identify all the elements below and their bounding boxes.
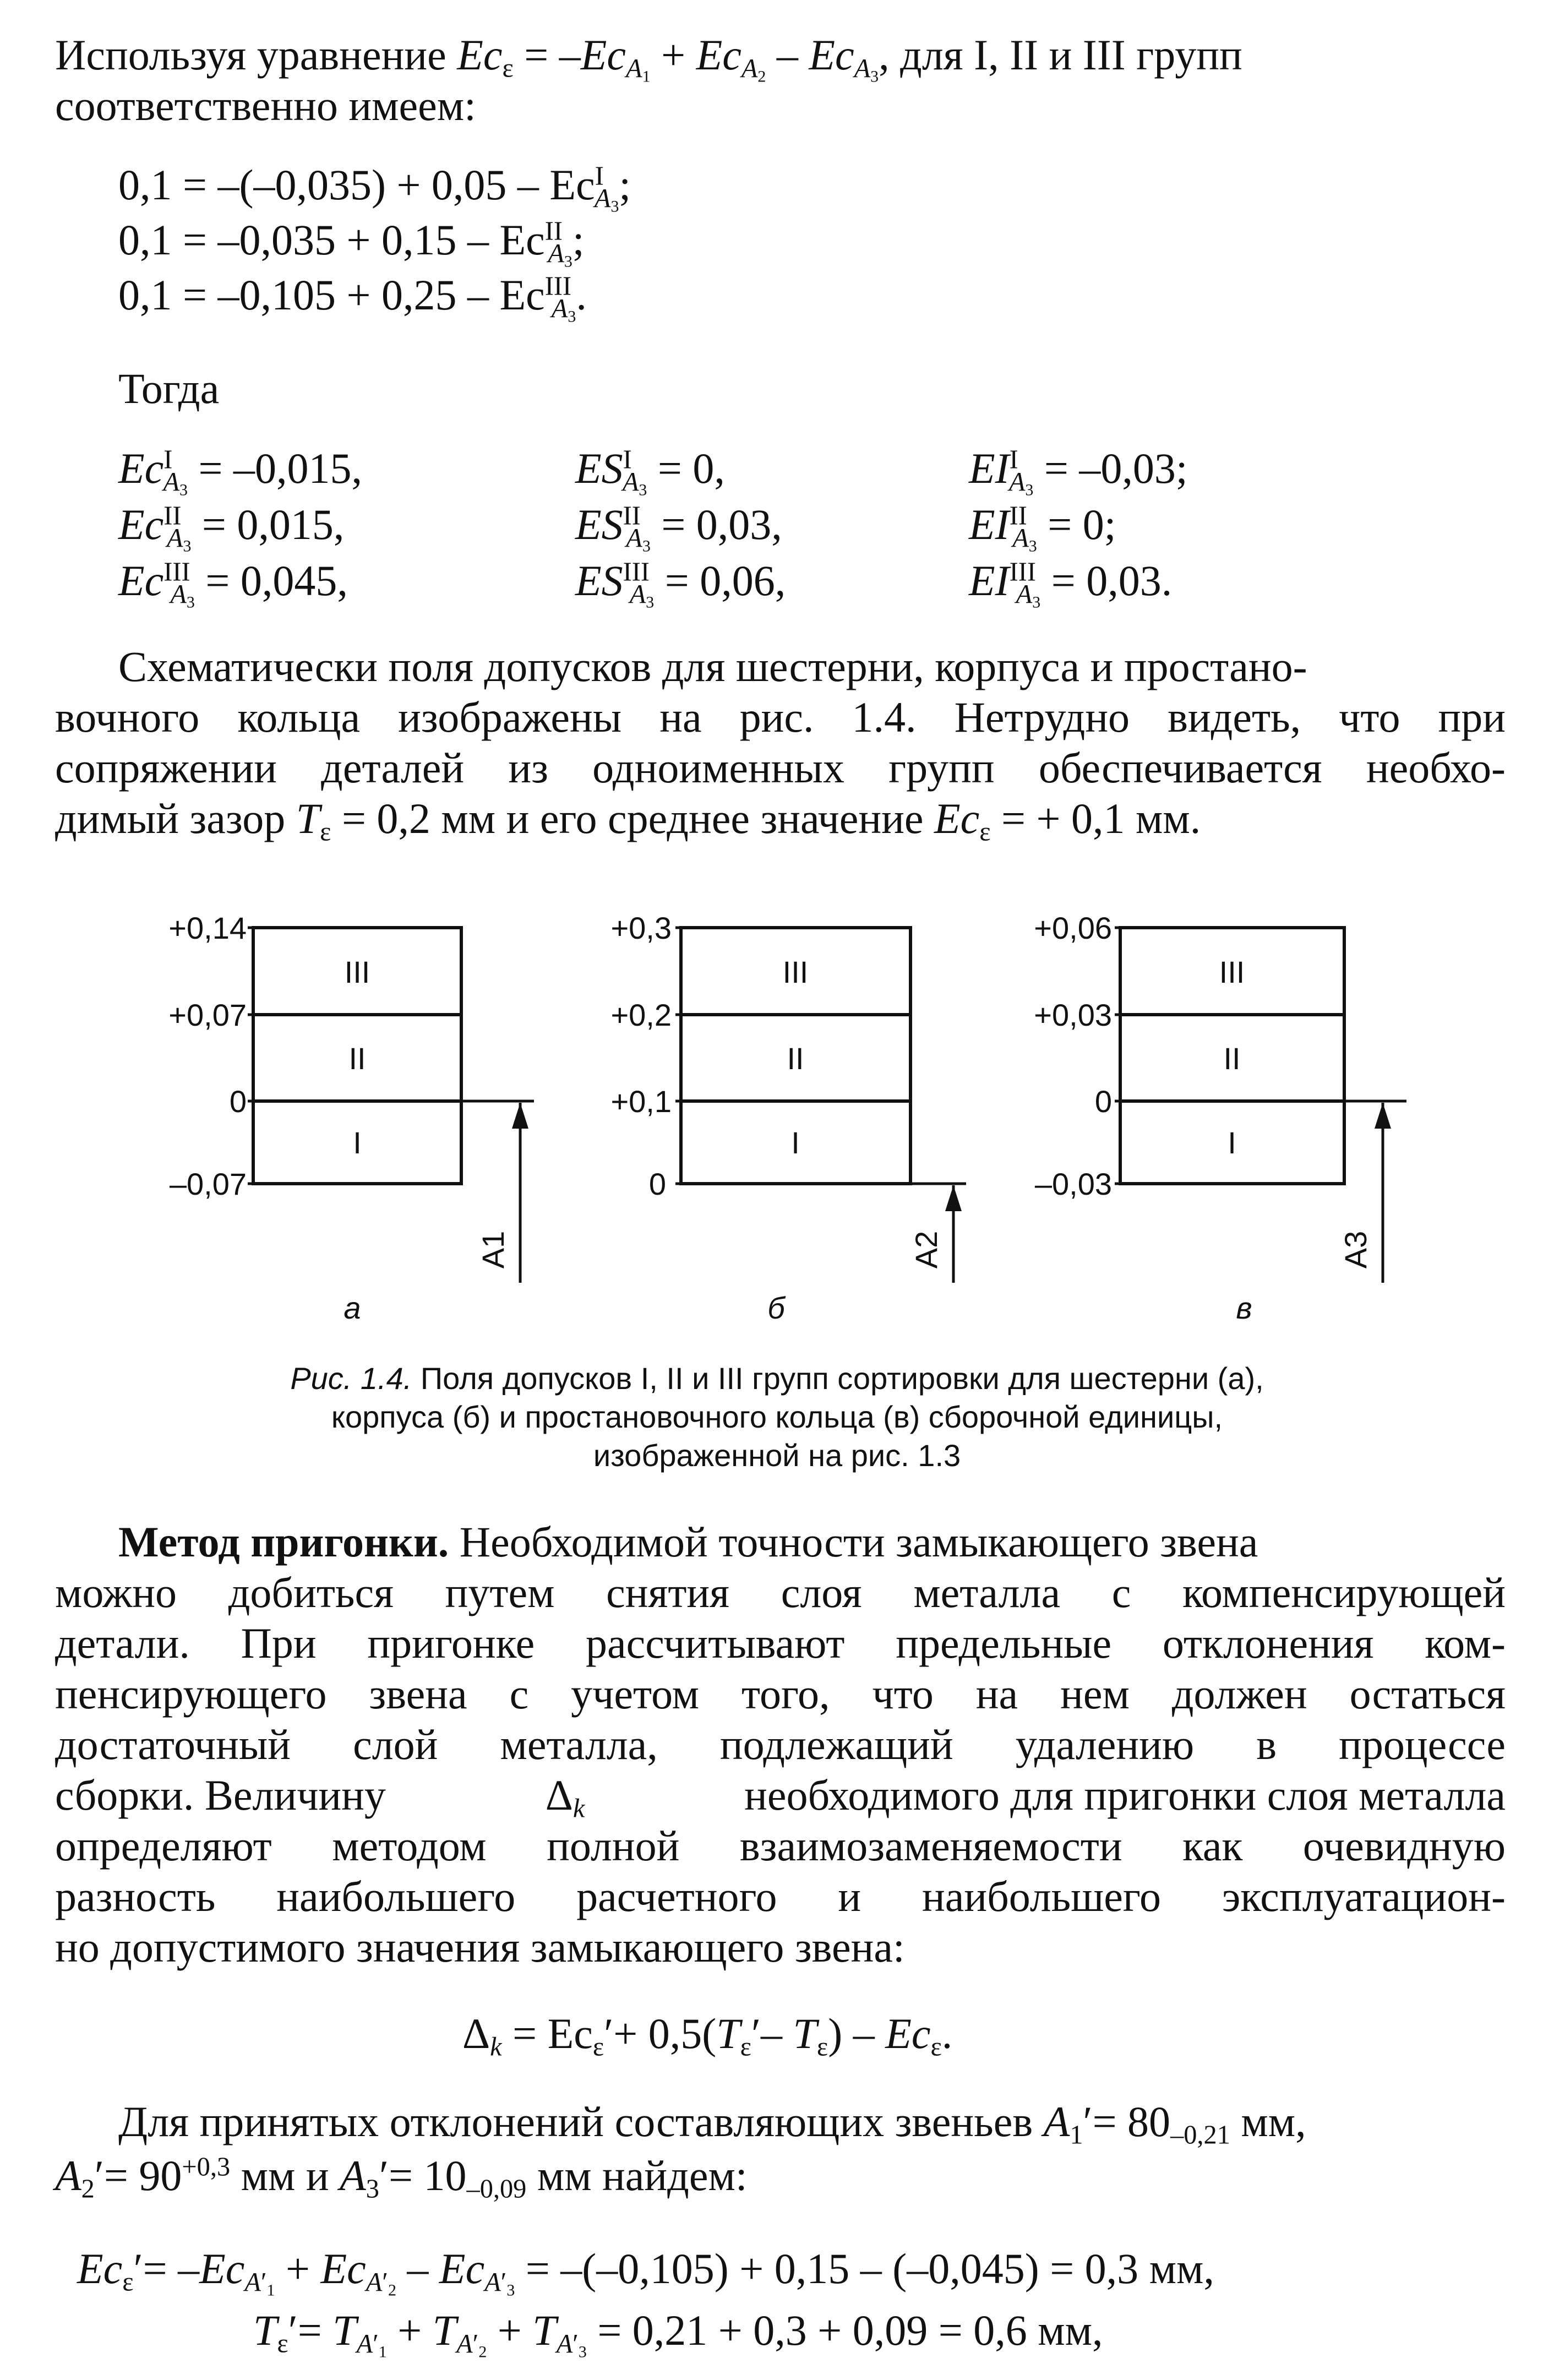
zone-label: I: [791, 1125, 800, 1160]
paragraph2-line-6: сборки. Величину $\Delta_k$ необходимого для пригонки слоя металла: [55, 1771, 1506, 1823]
paragraph2-line-7: определяют методом полной взаимозаменяемости как очевидную: [55, 1822, 1506, 1870]
tick-label: –0,07: [169, 1167, 247, 1201]
zone-label: II: [787, 1041, 804, 1076]
intro-line-1: [55, 30, 1242, 85]
figure-caption-line-2: корпуса (б) и простановочного кольца (в) сборочной единицы,: [331, 1399, 1223, 1434]
tick-label: +0,06: [1034, 911, 1112, 945]
group-equation-2: $0,1 = -0,035 + 0,15 - Ec^{II}_{A_3}$;: [118, 216, 585, 270]
intro-line-2: соответственно имеем:: [55, 81, 476, 129]
delta-formula: $\Delta_k = Ec_\varepsilon'+ 0,5(T_\varepsilon'-$ $T_\varepsilon) - Ec_\varepsilon$.: [462, 2009, 953, 2062]
panel-a: [168, 911, 534, 1325]
result-es-1: $ES^I_{A_3} = 0$,: [575, 444, 725, 499]
paragraph1-line-1: Схематически поля допусков для шестерни, корпуса и простано-: [118, 642, 1307, 690]
paragraph2-line-5: достаточный слой металла, подлежащий удалению в процессе: [55, 1720, 1506, 1768]
paragraph3-line-1: Для принятых отклонений составляющих звеньев $A_1'= 80_{-0,21}$ мм,: [118, 2098, 1306, 2150]
tick-label: –0,03: [1034, 1167, 1112, 1201]
paragraph2-line-9: но допустимого значения замыкающего звена:: [55, 1923, 905, 1971]
panel-letter: в: [1236, 1290, 1252, 1325]
panel-c: [1034, 911, 1406, 1325]
result-ei-3: $EI^{III}_{A_3} = 0,03$.: [969, 557, 1173, 611]
tick-label: +0,07: [168, 998, 247, 1032]
intro-tail: для I, II и III групп: [900, 31, 1242, 79]
zone-label: I: [353, 1125, 362, 1160]
tick-label: +0,14: [168, 911, 247, 945]
tick-label: +0,1: [610, 1084, 672, 1119]
paragraph1-line-3: сопряжении деталей из одноименных групп обеспечивается необхо-: [55, 744, 1506, 792]
result-ec-3: $Ec^{III}_{A_3} = 0,045$,: [118, 557, 348, 611]
zone-label: III: [782, 955, 809, 989]
zone-label: III: [344, 955, 370, 989]
result-ei-1: $EI^I_{A_3} = -0,03$;: [969, 444, 1188, 499]
tick-label: 0: [229, 1084, 247, 1119]
tick-label: +0,03: [1034, 998, 1112, 1032]
paragraph1-line-2: вочного кольца изображены на рис. 1.4. Нетрудно видеть, что при: [55, 693, 1506, 741]
zone-label: III: [1219, 955, 1245, 989]
paragraph2-line-8: разность наибольшего расчетного и наибольшего эксплуатацион-: [55, 1872, 1506, 1920]
zone-label: II: [348, 1041, 366, 1076]
paragraph2-line-2: можно добиться путем снятия слоя металла с компенсирующей: [55, 1568, 1506, 1616]
panel-letter: б: [767, 1290, 785, 1325]
result-ec-2: $Ec^{II}_{A_3} = 0,015$,: [118, 500, 345, 555]
zone-label: I: [1228, 1125, 1236, 1160]
dimension-label: A3: [1338, 1230, 1373, 1269]
paragraph1-line-4: димый зазор $T_\varepsilon = 0,2$ мм и его среднее значение $Ec_\varepsilon$ = + 0,1 мм.: [55, 794, 1201, 847]
final-equation-2: $T_\varepsilon'= T_{A'_1} + T_{A'_2} + T_{A'_3} = 0,21 + 0,3 + 0,09 = 0,6$ мм,: [253, 2306, 1103, 2361]
intro-text: Используя уравнение: [55, 31, 446, 79]
intro-equation: $Ec_\varepsilon = -Ec_{A_1} + Ec_{A_2} - Ec_{A_3}$,: [457, 31, 901, 85]
result-ec-1: $Ec^I_{A_3} = -0,015$,: [118, 444, 362, 499]
panel-letter: а: [343, 1290, 361, 1325]
result-es-3: $ES^{III}_{A_3} = 0,06$,: [575, 557, 786, 611]
final-equation-1: $Ec_\varepsilon'= -Ec_{A'_1} + Ec_{A'_2} - Ec_{A'_3} = -(-0,105) + 0,15 - (-0,045) = 0,3$ мм,: [77, 2245, 1214, 2299]
paragraph2-line-3: детали. При пригонке рассчитывают предельные отклонения ком-: [55, 1619, 1506, 1667]
group-equation-1: $0,1 = -(-0,035) + 0,05 - Ec^I_{A_3}$;: [118, 161, 631, 215]
result-es-2: $ES^{II}_{A_3} = 0,03$,: [575, 500, 782, 555]
tick-label: +0,3: [610, 911, 672, 945]
zone-label: II: [1223, 1041, 1241, 1076]
paragraph3-line-2: $A_2'= 90^{+0,3}$ мм и $A_3'= 10_{-0,09}$ мм найдем:: [55, 2152, 748, 2204]
figure-caption-line-1: Рис. 1.4. Поля допусков I, II и III групп сортировки для шестерни (а),: [290, 1361, 1264, 1396]
tick-label: 0: [648, 1167, 666, 1201]
group-equation-3: $0,1 = -0,105 + 0,25 - Ec^{III}_{A_3}$.: [118, 271, 587, 325]
tick-label: 0: [1094, 1084, 1112, 1119]
then-label: Тогда: [118, 364, 220, 412]
dimension-label: A2: [909, 1230, 944, 1269]
panel-b: [610, 911, 966, 1325]
paragraph2-line-4: пенсирующего звена с учетом того, что на нем должен остаться: [55, 1670, 1506, 1718]
dimension-label: A1: [476, 1230, 510, 1269]
tick-label: +0,2: [610, 998, 672, 1032]
paragraph2-line-1: Метод пригонки. Необходимой точности замыкающего звена: [118, 1518, 1258, 1566]
figure-caption-line-3: изображенной на рис. 1.3: [593, 1438, 961, 1473]
tolerance-fields-figure: [0, 897, 1554, 1376]
result-ei-2: $EI^{II}_{A_3} = 0$;: [969, 500, 1116, 555]
